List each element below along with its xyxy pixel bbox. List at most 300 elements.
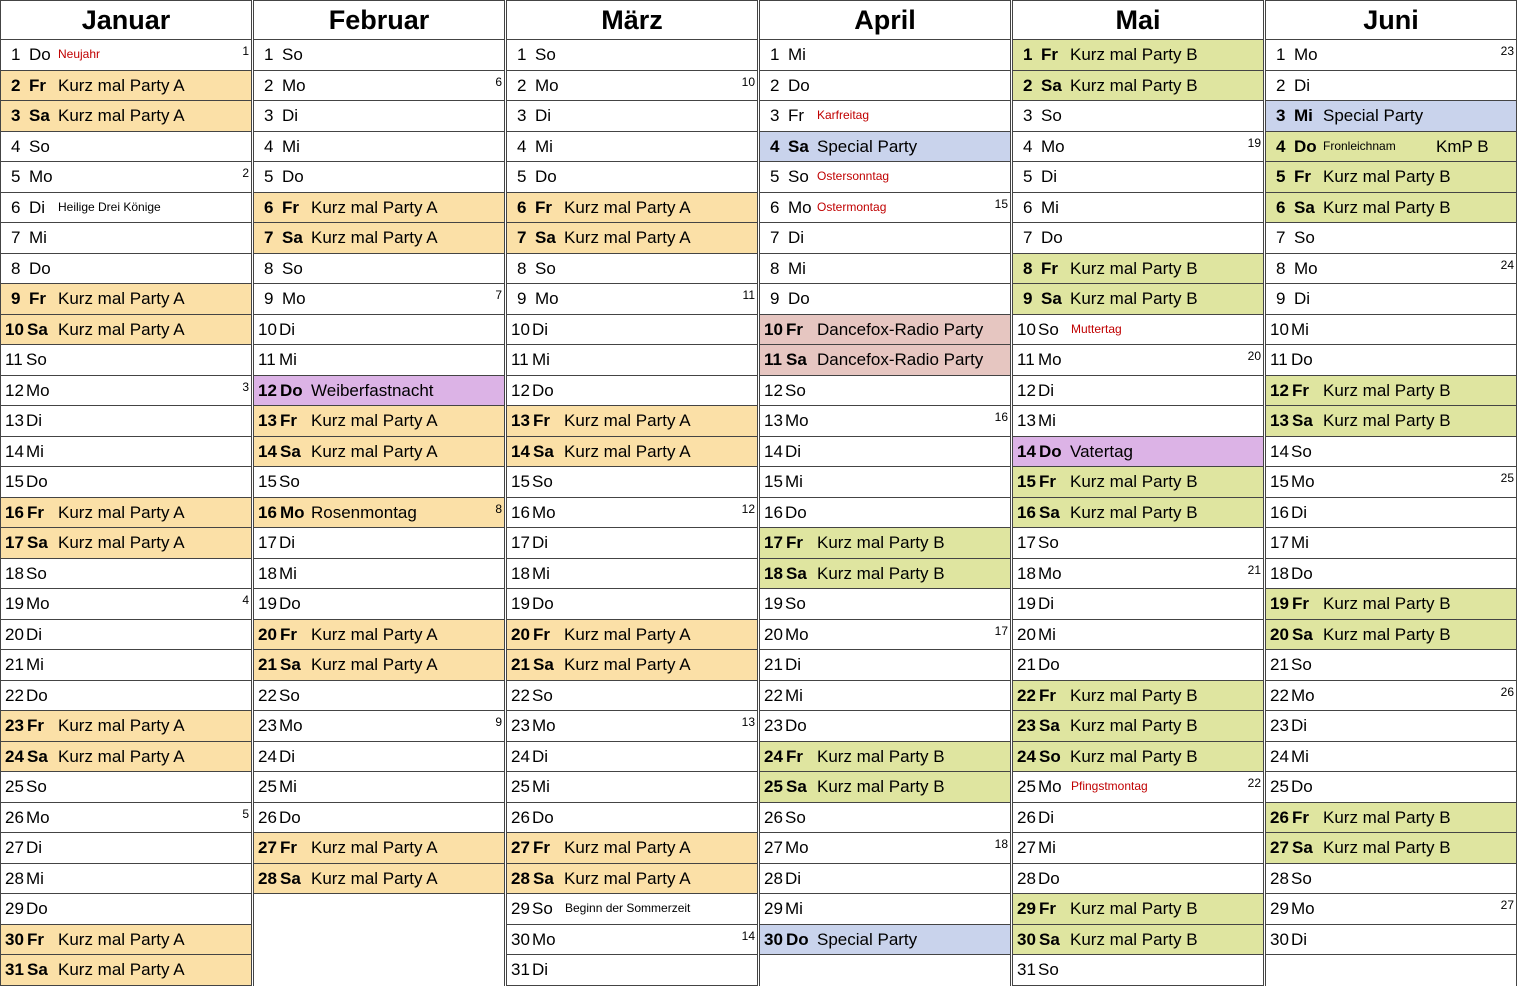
- weekday: Do: [535, 167, 557, 186]
- weekday: So: [282, 45, 303, 64]
- event-label: Kurz mal Party B: [1323, 380, 1451, 400]
- event-label: Special Party: [817, 136, 918, 156]
- week-number: 12: [741, 501, 755, 516]
- day-row: [506, 589, 758, 620]
- week-number: 15: [994, 196, 1008, 211]
- day-row: [253, 406, 505, 437]
- weekday: So: [26, 563, 47, 583]
- weekday: Di: [785, 655, 802, 674]
- weekday: Mi: [1291, 319, 1309, 339]
- weekday: Mi: [1038, 838, 1056, 857]
- day-row: [253, 681, 505, 712]
- day-number: 7: [770, 228, 780, 247]
- weekday: Di: [279, 533, 296, 552]
- event-label: Kurz mal Party B: [1070, 716, 1198, 735]
- day-row: [506, 467, 758, 498]
- weekday: Di: [785, 441, 802, 461]
- day-row: [506, 650, 758, 681]
- day-row: [506, 833, 758, 864]
- weekday: Mo: [535, 75, 559, 95]
- weekday: Do: [1041, 228, 1063, 247]
- day-number: 2: [11, 75, 21, 95]
- weekday: Do: [26, 899, 48, 918]
- event-label: Kurz mal Party B: [1070, 899, 1198, 918]
- weekday: Sa: [786, 777, 807, 796]
- weekday: Mo: [1294, 45, 1318, 64]
- month-header: Mai: [1012, 0, 1264, 40]
- weekday: Sa: [1292, 411, 1313, 430]
- day-row: [759, 345, 1011, 376]
- day-number: 23: [5, 716, 24, 735]
- day-row: [0, 254, 252, 285]
- day-number: 1: [11, 45, 21, 64]
- week-number: 14: [741, 928, 755, 943]
- day-number: 8: [11, 258, 21, 278]
- day-number: 17: [764, 533, 783, 552]
- weekday: Fr: [786, 319, 803, 339]
- day-row: [0, 71, 252, 102]
- event-label: Kurz mal Party B: [817, 746, 945, 766]
- weekday: Di: [29, 197, 46, 217]
- weekday: Mi: [279, 350, 297, 369]
- day-number: 30: [1017, 929, 1036, 949]
- weekday: Do: [786, 929, 809, 949]
- day-row: [759, 315, 1011, 346]
- weekday: Fr: [1294, 167, 1311, 186]
- weekday: So: [1038, 960, 1059, 979]
- day-number: 2: [517, 75, 527, 95]
- day-row: [253, 559, 505, 590]
- day-row: [253, 71, 505, 102]
- day-row: [253, 284, 505, 315]
- day-row: [759, 254, 1011, 285]
- weekday: So: [26, 777, 47, 796]
- day-row: [759, 528, 1011, 559]
- weekday: Fr: [788, 106, 805, 125]
- weekday: Mo: [532, 716, 556, 735]
- holiday-label: Ostermontag: [817, 199, 887, 214]
- weekday: Do: [1039, 441, 1062, 461]
- event-label: Kurz mal Party B: [1070, 746, 1198, 766]
- weekday: Mo: [282, 289, 306, 308]
- day-row: [506, 71, 758, 102]
- day-row: [1265, 620, 1517, 651]
- day-number: 22: [511, 685, 530, 705]
- day-number: 12: [258, 380, 277, 400]
- weekday: Di: [1038, 380, 1055, 400]
- holiday-label: Ostersonntag: [817, 169, 890, 183]
- weekday: Mi: [785, 899, 803, 918]
- day-row: [1265, 894, 1517, 925]
- weekday: Di: [788, 228, 805, 247]
- day-number: 29: [1270, 899, 1289, 918]
- day-number: 19: [5, 594, 24, 613]
- day-number: 26: [764, 807, 783, 827]
- day-number: 27: [5, 838, 24, 857]
- day-row: [1012, 223, 1264, 254]
- week-number: 9: [495, 715, 502, 729]
- day-number: 5: [1023, 167, 1033, 186]
- day-row: [1012, 345, 1264, 376]
- month-column-juni: [1265, 0, 1517, 986]
- day-row: [759, 742, 1011, 773]
- weekday: Di: [532, 960, 549, 979]
- day-row: [506, 40, 758, 71]
- weekday: Sa: [27, 319, 48, 339]
- day-row: [0, 376, 252, 407]
- weekday: So: [788, 167, 809, 186]
- weekday: Sa: [280, 868, 301, 888]
- weekday: Mi: [532, 777, 550, 796]
- day-row: [506, 437, 758, 468]
- weekday: Mi: [532, 350, 550, 369]
- weekday: Fr: [29, 289, 46, 308]
- day-number: 3: [517, 106, 527, 125]
- weekday: Di: [1294, 75, 1311, 95]
- weekday: Do: [279, 594, 301, 613]
- day-row: [1012, 620, 1264, 651]
- day-row: [253, 772, 505, 803]
- event-label: Kurz mal Party A: [564, 838, 691, 857]
- day-row: [0, 467, 252, 498]
- week-number: 4: [242, 593, 249, 607]
- week-number: 11: [742, 288, 755, 302]
- day-row: [1012, 101, 1264, 132]
- holiday-label: Muttertag: [1071, 321, 1122, 336]
- day-row: [759, 711, 1011, 742]
- day-row: [1265, 833, 1517, 864]
- day-row: [0, 650, 252, 681]
- day-number: 17: [1017, 533, 1036, 552]
- week-number: 21: [1247, 562, 1261, 577]
- day-number: 25: [1017, 777, 1036, 796]
- weekday: Fr: [1292, 594, 1309, 613]
- month-header: Januar: [0, 0, 252, 40]
- weekday: Do: [26, 472, 48, 491]
- day-number: 17: [5, 533, 24, 552]
- event-label: Kurz mal Party B: [1070, 75, 1198, 95]
- day-row: [0, 193, 252, 224]
- day-number: 19: [1270, 594, 1289, 613]
- weekday: Do: [532, 594, 554, 613]
- weekday: Sa: [1039, 716, 1060, 735]
- day-number: 25: [764, 777, 783, 796]
- weekday: Di: [279, 746, 296, 766]
- day-number: 3: [1276, 106, 1286, 125]
- event-label: Kurz mal Party B: [1323, 197, 1451, 217]
- day-row: [253, 467, 505, 498]
- day-number: 28: [1270, 868, 1289, 888]
- weekday: So: [785, 380, 806, 400]
- day-row: [1012, 284, 1264, 315]
- day-row: [759, 772, 1011, 803]
- day-number: 21: [511, 655, 530, 674]
- day-number: 20: [764, 624, 783, 644]
- day-number: 2: [1023, 75, 1033, 95]
- day-row: [1012, 315, 1264, 346]
- week-number: 26: [1500, 684, 1514, 699]
- day-row: [1265, 193, 1517, 224]
- day-row: [1265, 437, 1517, 468]
- weekday: Mo: [1291, 472, 1315, 491]
- day-row: [1012, 467, 1264, 498]
- day-row: [759, 650, 1011, 681]
- event-label: Kurz mal Party A: [311, 441, 438, 461]
- day-row: [1012, 254, 1264, 285]
- day-number: 31: [511, 960, 530, 979]
- event-label: Kurz mal Party A: [58, 289, 185, 308]
- week-number: 16: [994, 410, 1008, 424]
- weekday: Mi: [1038, 411, 1056, 430]
- month-header: April: [759, 0, 1011, 40]
- day-number: 31: [5, 960, 24, 979]
- weekday: Do: [280, 380, 303, 400]
- day-number: 13: [5, 411, 24, 430]
- weekday: Do: [1291, 777, 1313, 796]
- weekday: Mo: [788, 197, 812, 217]
- empty-day-row: [253, 894, 505, 925]
- event-label: Kurz mal Party A: [58, 929, 185, 949]
- day-number: 1: [517, 45, 527, 64]
- day-row: [0, 955, 252, 986]
- day-row: [0, 925, 252, 956]
- weekday: Mi: [26, 868, 44, 888]
- weekday: Fr: [280, 411, 297, 430]
- event-label: Kurz mal Party B: [1070, 472, 1198, 491]
- day-row: [759, 132, 1011, 163]
- day-number: 27: [258, 838, 277, 857]
- weekday: Fr: [1039, 685, 1056, 705]
- day-number: 7: [11, 228, 21, 247]
- day-row: [506, 925, 758, 956]
- day-row: [759, 376, 1011, 407]
- event-label: Weiberfastnacht: [311, 380, 434, 400]
- weekday: So: [1041, 106, 1062, 125]
- day-number: 9: [770, 289, 780, 308]
- day-row: [1012, 833, 1264, 864]
- day-number: 13: [258, 411, 277, 430]
- weekday: Sa: [1041, 289, 1062, 308]
- weekday: Mi: [1291, 746, 1309, 766]
- event-label: Kurz mal Party A: [564, 411, 691, 430]
- day-number: 10: [258, 319, 277, 339]
- event-label: Kurz mal Party B: [1070, 45, 1198, 64]
- event-label: Kurz mal Party A: [58, 502, 185, 522]
- day-number: 30: [5, 929, 24, 949]
- holiday-label: Karfreitag: [817, 108, 870, 122]
- weekday: So: [1294, 228, 1315, 247]
- event-label: Kurz mal Party B: [1070, 929, 1198, 949]
- day-row: [506, 894, 758, 925]
- day-number: 24: [258, 746, 277, 766]
- day-number: 12: [5, 380, 24, 400]
- month-column-april: [759, 0, 1011, 986]
- day-row: [0, 711, 252, 742]
- event-label: Kurz mal Party A: [564, 655, 691, 674]
- holiday-label: Beginn der Sommerzeit: [565, 901, 691, 915]
- day-row: [759, 223, 1011, 254]
- day-number: 10: [1270, 319, 1289, 339]
- weekday: Fr: [1041, 45, 1058, 64]
- day-row: [0, 498, 252, 529]
- day-number: 1: [264, 45, 274, 64]
- day-number: 8: [770, 258, 780, 278]
- day-number: 26: [1270, 807, 1289, 827]
- day-number: 20: [511, 624, 530, 644]
- weekday: Sa: [280, 441, 301, 461]
- day-number: 16: [258, 502, 277, 522]
- day-number: 10: [5, 319, 24, 339]
- day-number: 6: [770, 197, 780, 217]
- weekday: Mi: [26, 441, 44, 461]
- weekday: So: [532, 899, 553, 918]
- day-number: 14: [1270, 441, 1289, 461]
- weekday: Mo: [532, 502, 556, 522]
- weekday: Mi: [279, 563, 297, 583]
- day-row: [0, 803, 252, 834]
- day-row: [759, 40, 1011, 71]
- day-row: [1012, 681, 1264, 712]
- day-row: [1265, 254, 1517, 285]
- week-number: 20: [1247, 349, 1261, 363]
- weekday: So: [1291, 655, 1312, 674]
- weekday: Di: [532, 319, 549, 339]
- weekday: Do: [282, 167, 304, 186]
- day-row: [1012, 742, 1264, 773]
- day-number: 5: [11, 167, 21, 186]
- weekday: Sa: [788, 136, 809, 156]
- day-number: 15: [5, 472, 24, 491]
- event-label: Kurz mal Party A: [58, 533, 185, 552]
- weekday: So: [26, 350, 47, 369]
- day-row: [1265, 315, 1517, 346]
- day-number: 17: [1270, 533, 1289, 552]
- weekday: Sa: [1039, 502, 1060, 522]
- weekday: Mo: [1041, 136, 1065, 156]
- weekday: Sa: [535, 228, 556, 247]
- day-number: 14: [1017, 441, 1036, 461]
- weekday: Di: [1041, 167, 1058, 186]
- weekday: Sa: [1039, 929, 1060, 949]
- day-row: [506, 193, 758, 224]
- day-row: [253, 742, 505, 773]
- day-row: [0, 162, 252, 193]
- event-label: Kurz mal Party A: [564, 197, 691, 217]
- weekday: Mi: [1294, 106, 1313, 125]
- day-number: 21: [258, 655, 277, 674]
- weekday: Fr: [280, 624, 297, 644]
- day-number: 13: [1270, 411, 1289, 430]
- day-number: 5: [517, 167, 527, 186]
- day-row: [759, 193, 1011, 224]
- day-row: [1012, 864, 1264, 895]
- month-header: Februar: [253, 0, 505, 40]
- day-row: [253, 40, 505, 71]
- day-row: [506, 254, 758, 285]
- weekday: Mo: [535, 289, 559, 308]
- day-row: [1012, 193, 1264, 224]
- day-row: [1265, 650, 1517, 681]
- event-label: Kurz mal Party A: [564, 228, 691, 247]
- weekday: Mi: [1038, 624, 1056, 644]
- day-number: 23: [258, 716, 277, 735]
- day-row: [1012, 40, 1264, 71]
- event-label: Kurz mal Party B: [1323, 594, 1451, 613]
- weekday: Fr: [1039, 472, 1056, 491]
- day-row: [1012, 132, 1264, 163]
- weekday: Mi: [26, 655, 44, 674]
- event-label: Dancefox-Radio Party: [817, 319, 984, 339]
- day-number: 15: [1270, 472, 1289, 491]
- weekday: Sa: [27, 746, 48, 766]
- day-number: 16: [1017, 502, 1036, 522]
- weekday: Fr: [27, 929, 44, 949]
- event-label: Kurz mal Party B: [1070, 502, 1198, 522]
- event-label: Kurz mal Party A: [564, 868, 691, 888]
- weekday: Mo: [532, 929, 556, 949]
- holiday-label: Pfingstmontag: [1071, 779, 1148, 793]
- event-label: Kurz mal Party A: [311, 868, 438, 888]
- week-number: 3: [242, 379, 249, 394]
- day-row: [0, 437, 252, 468]
- day-number: 11: [1017, 350, 1035, 369]
- day-row: [253, 864, 505, 895]
- week-number: 13: [741, 715, 755, 729]
- day-number: 27: [1017, 838, 1036, 857]
- week-number: 2: [242, 166, 249, 180]
- weekday: Do: [1038, 655, 1060, 674]
- day-row: [253, 620, 505, 651]
- day-number: 19: [764, 594, 783, 613]
- day-number: 6: [264, 197, 274, 217]
- day-row: [759, 620, 1011, 651]
- day-number: 19: [1017, 594, 1036, 613]
- day-row: [759, 894, 1011, 925]
- day-row: [1012, 528, 1264, 559]
- weekday: Do: [1294, 136, 1317, 156]
- day-row: [759, 437, 1011, 468]
- weekday: Mo: [785, 411, 809, 430]
- weekday: Mo: [1291, 899, 1315, 918]
- month-column-mai: [1012, 0, 1264, 986]
- weekday: Di: [532, 533, 549, 552]
- day-row: [0, 833, 252, 864]
- weekday: Di: [532, 746, 549, 766]
- weekday: Mo: [785, 838, 809, 857]
- day-number: 3: [11, 106, 21, 125]
- weekday: Fr: [786, 533, 803, 552]
- month-header: Juni: [1265, 0, 1517, 40]
- day-number: 24: [511, 746, 530, 766]
- week-number: 10: [741, 74, 755, 89]
- weekday: Di: [1294, 289, 1311, 308]
- weekday: So: [1291, 441, 1312, 461]
- weekday: Mo: [282, 75, 306, 95]
- day-number: 1: [770, 45, 780, 64]
- day-number: 20: [258, 624, 277, 644]
- day-row: [1012, 71, 1264, 102]
- holiday-label: Neujahr: [58, 47, 101, 61]
- day-row: [0, 559, 252, 590]
- day-row: [506, 315, 758, 346]
- day-row: [506, 528, 758, 559]
- weekday: So: [29, 136, 50, 156]
- weekday: Sa: [1294, 197, 1315, 217]
- day-number: 11: [5, 350, 23, 369]
- day-number: 24: [5, 746, 24, 766]
- day-row: [506, 711, 758, 742]
- weekday: Mo: [1038, 563, 1062, 583]
